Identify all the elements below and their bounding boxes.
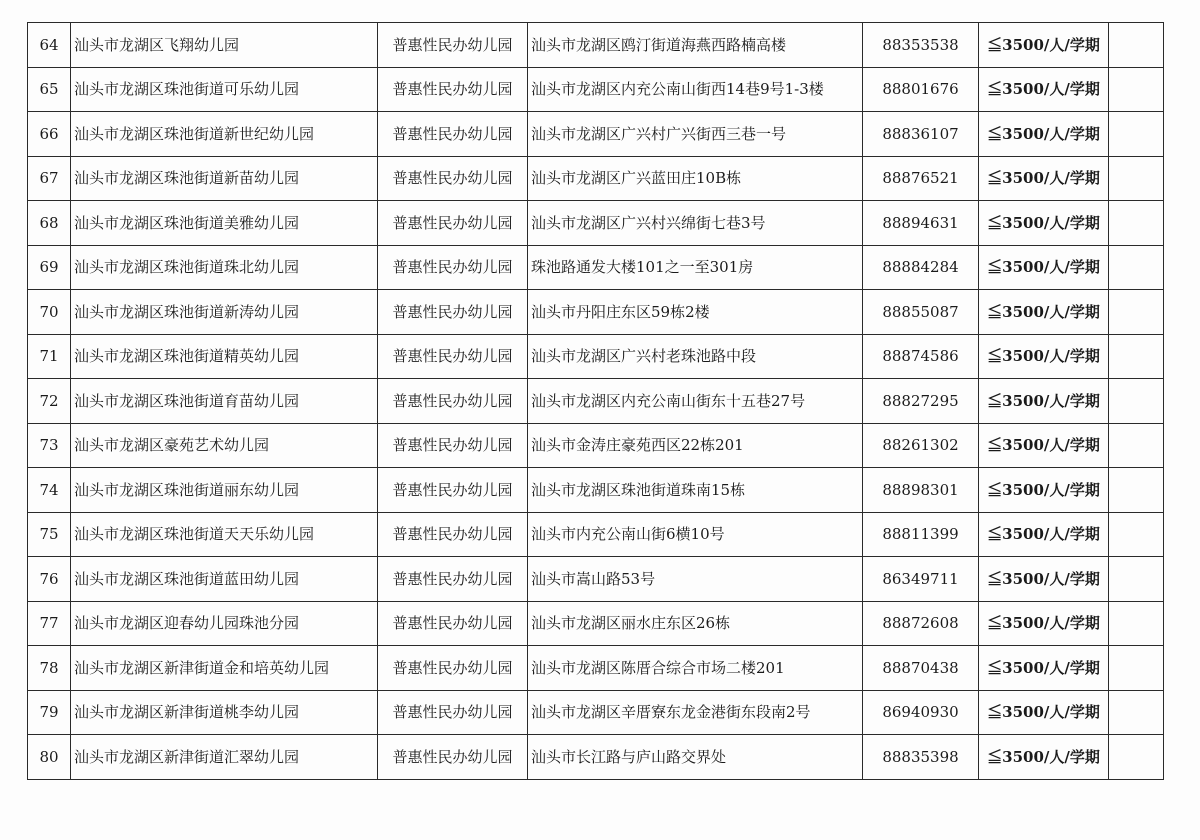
kindergarten-type: 普惠性民办幼儿园	[378, 112, 528, 157]
row-number: 70	[28, 290, 71, 335]
phone-number: 86940930	[863, 690, 979, 735]
phone-number: 88353538	[863, 23, 979, 68]
table-row	[28, 245, 1164, 290]
table-body	[28, 23, 1164, 780]
kindergarten-address: 汕头市龙湖区广兴村老珠池路中段	[528, 334, 863, 379]
kindergarten-address: 汕头市龙湖区辛厝寮东龙金港街东段南2号	[528, 690, 863, 735]
phone-number: 88811399	[863, 512, 979, 557]
row-number: 73	[28, 423, 71, 468]
row-number: 79	[28, 690, 71, 735]
kindergarten-type: 普惠性民办幼儿园	[378, 690, 528, 735]
fee-standard: ≦3500/人/学期	[979, 290, 1109, 335]
kindergarten-type: 普惠性民办幼儿园	[378, 379, 528, 424]
fee-standard: ≦3500/人/学期	[979, 67, 1109, 112]
kindergarten-address: 珠池路通发大楼101之一至301房	[528, 245, 863, 290]
kindergarten-type: 普惠性民办幼儿园	[378, 423, 528, 468]
fee-standard: ≦3500/人/学期	[979, 201, 1109, 246]
phone-number: 88884284	[863, 245, 979, 290]
kindergarten-name: 汕头市龙湖区迎春幼儿园珠池分园	[71, 601, 378, 646]
fee-standard: ≦3500/人/学期	[979, 23, 1109, 68]
kindergarten-type: 普惠性民办幼儿园	[378, 468, 528, 513]
phone-number: 88855087	[863, 290, 979, 335]
empty-cell	[1109, 690, 1164, 735]
phone-number: 88827295	[863, 379, 979, 424]
fee-standard: ≦3500/人/学期	[979, 112, 1109, 157]
kindergarten-address: 汕头市龙湖区内充公南山街东十五巷27号	[528, 379, 863, 424]
phone-number: 88261302	[863, 423, 979, 468]
phone-number: 88836107	[863, 112, 979, 157]
kindergarten-name: 汕头市龙湖区珠池街道精英幼儿园	[71, 334, 378, 379]
row-number: 78	[28, 646, 71, 691]
fee-standard: ≦3500/人/学期	[979, 512, 1109, 557]
row-number: 64	[28, 23, 71, 68]
empty-cell	[1109, 646, 1164, 691]
empty-cell	[1109, 512, 1164, 557]
empty-cell	[1109, 379, 1164, 424]
kindergarten-type: 普惠性民办幼儿园	[378, 735, 528, 780]
kindergarten-name: 汕头市龙湖区新津街道金和培英幼儿园	[71, 646, 378, 691]
phone-number: 88874586	[863, 334, 979, 379]
kindergarten-name: 汕头市龙湖区飞翔幼儿园	[71, 23, 378, 68]
kindergarten-address: 汕头市金涛庄豪苑西区22栋201	[528, 423, 863, 468]
kindergarten-type: 普惠性民办幼儿园	[378, 601, 528, 646]
empty-cell	[1109, 557, 1164, 602]
kindergarten-address: 汕头市龙湖区陈厝合综合市场二楼201	[528, 646, 863, 691]
fee-standard: ≦3500/人/学期	[979, 468, 1109, 513]
table-row	[28, 557, 1164, 602]
fee-standard: ≦3500/人/学期	[979, 557, 1109, 602]
kindergarten-type: 普惠性民办幼儿园	[378, 156, 528, 201]
phone-number: 86349711	[863, 557, 979, 602]
kindergarten-name: 汕头市龙湖区珠池街道美雅幼儿园	[71, 201, 378, 246]
row-number: 74	[28, 468, 71, 513]
kindergarten-name: 汕头市龙湖区新津街道桃李幼儿园	[71, 690, 378, 735]
kindergarten-name: 汕头市龙湖区珠池街道新涛幼儿园	[71, 290, 378, 335]
empty-cell	[1109, 201, 1164, 246]
kindergarten-name: 汕头市龙湖区珠池街道天天乐幼儿园	[71, 512, 378, 557]
kindergarten-address: 汕头市龙湖区鸥汀街道海燕西路楠高楼	[528, 23, 863, 68]
empty-cell	[1109, 23, 1164, 68]
table-row	[28, 468, 1164, 513]
table-row	[28, 512, 1164, 557]
row-number: 68	[28, 201, 71, 246]
table-row	[28, 67, 1164, 112]
kindergarten-address: 汕头市丹阳庄东区59栋2楼	[528, 290, 863, 335]
table-row	[28, 690, 1164, 735]
phone-number: 88801676	[863, 67, 979, 112]
row-number: 75	[28, 512, 71, 557]
row-number: 77	[28, 601, 71, 646]
empty-cell	[1109, 735, 1164, 780]
row-number: 80	[28, 735, 71, 780]
row-number: 71	[28, 334, 71, 379]
fee-standard: ≦3500/人/学期	[979, 735, 1109, 780]
fee-standard: ≦3500/人/学期	[979, 423, 1109, 468]
empty-cell	[1109, 601, 1164, 646]
table-row	[28, 201, 1164, 246]
phone-number: 88894631	[863, 201, 979, 246]
kindergarten-address: 汕头市龙湖区广兴村兴绵街七巷3号	[528, 201, 863, 246]
kindergarten-name: 汕头市龙湖区珠池街道育苗幼儿园	[71, 379, 378, 424]
fee-standard: ≦3500/人/学期	[979, 646, 1109, 691]
kindergarten-name: 汕头市龙湖区珠池街道新苗幼儿园	[71, 156, 378, 201]
fee-standard: ≦3500/人/学期	[979, 156, 1109, 201]
empty-cell	[1109, 334, 1164, 379]
table-row	[28, 290, 1164, 335]
fee-standard: ≦3500/人/学期	[979, 601, 1109, 646]
table-row	[28, 601, 1164, 646]
kindergarten-address: 汕头市内充公南山街6横10号	[528, 512, 863, 557]
row-number: 66	[28, 112, 71, 157]
kindergarten-address: 汕头市龙湖区内充公南山街西14巷9号1-3楼	[528, 67, 863, 112]
kindergarten-type: 普惠性民办幼儿园	[378, 290, 528, 335]
kindergarten-address: 汕头市龙湖区广兴蓝田庄10B栋	[528, 156, 863, 201]
phone-number: 88876521	[863, 156, 979, 201]
kindergarten-type: 普惠性民办幼儿园	[378, 201, 528, 246]
kindergarten-table	[27, 22, 1164, 780]
table-row	[28, 379, 1164, 424]
kindergarten-type: 普惠性民办幼儿园	[378, 512, 528, 557]
kindergarten-address: 汕头市龙湖区丽水庄东区26栋	[528, 601, 863, 646]
phone-number: 88898301	[863, 468, 979, 513]
table-row	[28, 423, 1164, 468]
row-number: 67	[28, 156, 71, 201]
fee-standard: ≦3500/人/学期	[979, 245, 1109, 290]
table-row	[28, 334, 1164, 379]
table-row	[28, 735, 1164, 780]
kindergarten-type: 普惠性民办幼儿园	[378, 334, 528, 379]
phone-number: 88870438	[863, 646, 979, 691]
phone-number: 88835398	[863, 735, 979, 780]
kindergarten-name: 汕头市龙湖区珠池街道可乐幼儿园	[71, 67, 378, 112]
kindergarten-name: 汕头市龙湖区豪苑艺术幼儿园	[71, 423, 378, 468]
kindergarten-type: 普惠性民办幼儿园	[378, 557, 528, 602]
empty-cell	[1109, 290, 1164, 335]
kindergarten-type: 普惠性民办幼儿园	[378, 646, 528, 691]
empty-cell	[1109, 468, 1164, 513]
empty-cell	[1109, 423, 1164, 468]
kindergarten-name: 汕头市龙湖区珠池街道新世纪幼儿园	[71, 112, 378, 157]
kindergarten-address: 汕头市长江路与庐山路交界处	[528, 735, 863, 780]
kindergarten-name: 汕头市龙湖区珠池街道珠北幼儿园	[71, 245, 378, 290]
phone-number: 88872608	[863, 601, 979, 646]
table-row	[28, 23, 1164, 68]
fee-standard: ≦3500/人/学期	[979, 690, 1109, 735]
empty-cell	[1109, 245, 1164, 290]
kindergarten-type: 普惠性民办幼儿园	[378, 245, 528, 290]
row-number: 69	[28, 245, 71, 290]
table-row	[28, 646, 1164, 691]
row-number: 72	[28, 379, 71, 424]
kindergarten-name: 汕头市龙湖区珠池街道蓝田幼儿园	[71, 557, 378, 602]
kindergarten-name: 汕头市龙湖区新津街道汇翠幼儿园	[71, 735, 378, 780]
fee-standard: ≦3500/人/学期	[979, 334, 1109, 379]
empty-cell	[1109, 67, 1164, 112]
kindergarten-address: 汕头市龙湖区广兴村广兴街西三巷一号	[528, 112, 863, 157]
empty-cell	[1109, 156, 1164, 201]
kindergarten-name: 汕头市龙湖区珠池街道丽东幼儿园	[71, 468, 378, 513]
row-number: 65	[28, 67, 71, 112]
kindergarten-type: 普惠性民办幼儿园	[378, 67, 528, 112]
empty-cell	[1109, 112, 1164, 157]
fee-standard: ≦3500/人/学期	[979, 379, 1109, 424]
kindergarten-type: 普惠性民办幼儿园	[378, 23, 528, 68]
table-row	[28, 112, 1164, 157]
table-row	[28, 156, 1164, 201]
kindergarten-address: 汕头市龙湖区珠池街道珠南15栋	[528, 468, 863, 513]
row-number: 76	[28, 557, 71, 602]
kindergarten-address: 汕头市嵩山路53号	[528, 557, 863, 602]
